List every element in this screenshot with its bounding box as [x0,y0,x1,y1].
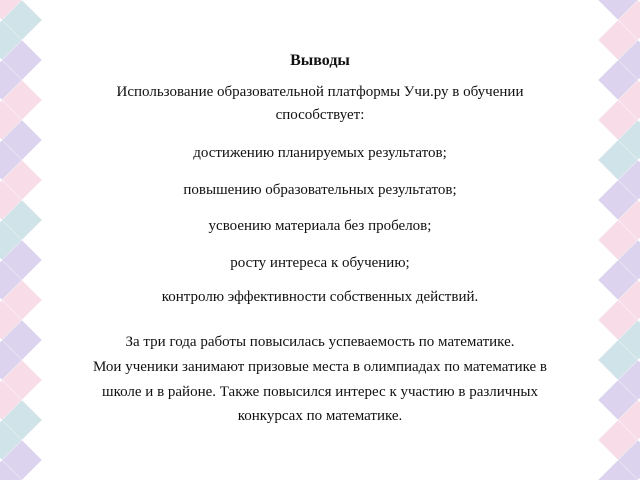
list-item: достижению планируемых результатов; [193,145,447,161]
slide-title: Выводы [290,52,350,69]
list-item: контролю эффективности собственных действий. [161,289,479,305]
results-line: конкурсах по математике. [237,408,403,424]
intro-line: способствует: [275,107,365,123]
intro-line: Использование образовательной платформы Учи.ру в обучении [116,84,524,100]
content-panel [46,0,594,480]
list-item: повышению образовательных результатов; [183,182,457,198]
list-item: росту интереса к обучению; [230,255,410,271]
results-line: За три года работы повысилась успеваемость по математике. [125,334,515,350]
results-line: школе и в районе. Также повысился интерес к участию в различных [102,384,538,400]
results-line: Мои ученики занимают призовые места в олимпиадах по математике в [92,359,548,375]
list-item: усвоению материала без пробелов; [208,218,432,234]
